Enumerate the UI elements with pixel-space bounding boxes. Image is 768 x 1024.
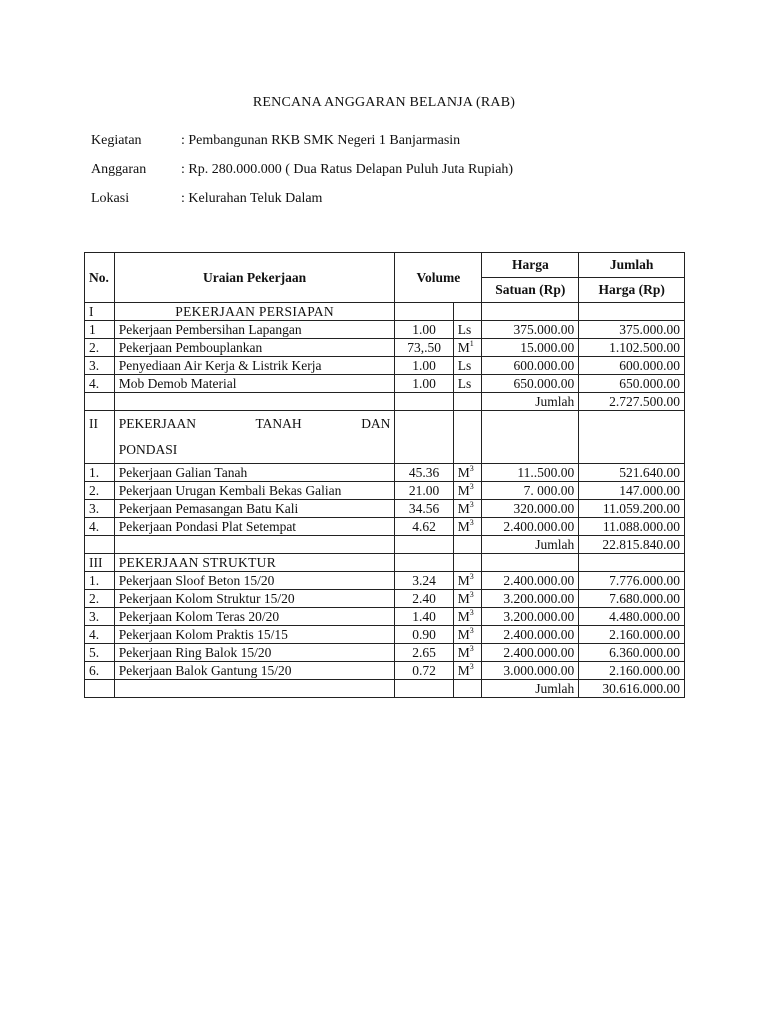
total-no-cell — [85, 393, 115, 411]
total-label: Jumlah — [482, 393, 579, 411]
section-title-word: DAN — [361, 416, 391, 431]
total-no-cell — [85, 680, 115, 698]
total-value: 2.727.500.00 — [579, 393, 685, 411]
item-volume: 1.00 — [395, 321, 453, 339]
section-row — [85, 554, 685, 572]
meta-row-anggaran — [91, 162, 513, 191]
item-jumlah-harga: 2.160.000.00 — [579, 626, 685, 644]
rab-table — [84, 252, 685, 698]
section-title-line — [119, 411, 391, 437]
item-number: 4. — [85, 375, 115, 393]
item-unit-text: M — [457, 626, 470, 642]
item-unit — [453, 590, 482, 608]
total-volume-cell — [395, 536, 453, 554]
header-no: No. — [85, 253, 115, 303]
item-unit — [453, 357, 482, 375]
item-unit-exponent: 3 — [469, 499, 474, 509]
item-unit-exponent: 1 — [469, 338, 474, 348]
item-number: 4. — [85, 518, 115, 536]
item-unit-text: M — [457, 518, 470, 534]
meta-label: Lokasi — [91, 191, 130, 206]
total-value: 30.616.000.00 — [579, 680, 685, 698]
item-unit — [453, 572, 482, 590]
table-row — [85, 500, 685, 518]
volume-cell — [395, 411, 453, 464]
harga-satuan-cell — [482, 411, 579, 464]
item-harga-satuan: 320.000.00 — [482, 500, 579, 518]
table-row — [85, 518, 685, 536]
item-harga-satuan: 650.000.00 — [482, 375, 579, 393]
item-unit-text: M — [457, 644, 470, 660]
item-description: Pekerjaan Ring Balok 15/20 — [114, 644, 395, 662]
item-volume: 2.65 — [395, 644, 453, 662]
item-number: 3. — [85, 357, 115, 375]
item-jumlah-harga: 147.000.00 — [579, 482, 685, 500]
item-unit-exponent: 3 — [469, 481, 474, 491]
item-unit — [453, 500, 482, 518]
item-unit — [453, 339, 482, 357]
meta-row-kegiatan — [91, 133, 513, 162]
section-number: III — [85, 554, 115, 572]
item-unit-exponent: 3 — [469, 517, 474, 527]
total-label: Jumlah — [482, 536, 579, 554]
item-jumlah-harga: 6.360.000.00 — [579, 644, 685, 662]
item-description: Pekerjaan Balok Gantung 15/20 — [114, 662, 395, 680]
harga-satuan-cell — [482, 554, 579, 572]
total-unit-cell — [453, 536, 482, 554]
item-jumlah-harga: 11.059.200.00 — [579, 500, 685, 518]
meta-value: : Kelurahan Teluk Dalam — [181, 191, 323, 206]
item-description: Pekerjaan Galian Tanah — [114, 464, 395, 482]
item-description: Mob Demob Material — [114, 375, 395, 393]
table-row — [85, 572, 685, 590]
item-volume: 1.00 — [395, 375, 453, 393]
item-unit-text: M — [457, 500, 470, 516]
item-description: Pekerjaan Pembersihan Lapangan — [114, 321, 395, 339]
total-row — [85, 680, 685, 698]
item-unit-text: M — [457, 608, 470, 624]
item-unit-exponent: 3 — [469, 643, 474, 653]
table-row — [85, 357, 685, 375]
header-jumlah-harga-line2: Harga (Rp) — [579, 278, 685, 303]
item-number: 2. — [85, 339, 115, 357]
document-title: RENCANA ANGGARAN BELANJA (RAB) — [252, 95, 516, 110]
item-description: Pekerjaan Kolom Teras 20/20 — [114, 608, 395, 626]
item-unit-exponent: 3 — [469, 463, 474, 473]
total-unit-cell — [453, 393, 482, 411]
total-desc-cell — [114, 680, 395, 698]
item-harga-satuan: 3.200.000.00 — [482, 590, 579, 608]
item-jumlah-harga: 600.000.00 — [579, 357, 685, 375]
section-number: I — [85, 303, 115, 321]
item-description: Pekerjaan Pemasangan Batu Kali — [114, 500, 395, 518]
item-harga-satuan: 2.400.000.00 — [482, 518, 579, 536]
section-row — [85, 303, 685, 321]
item-volume: 21.00 — [395, 482, 453, 500]
item-unit-text: M — [457, 482, 470, 498]
unit-cell — [453, 411, 482, 464]
item-harga-satuan: 375.000.00 — [482, 321, 579, 339]
header-jumlah-harga-line1: Jumlah — [579, 253, 685, 278]
item-unit-text: Ls — [457, 321, 472, 337]
total-value: 22.815.840.00 — [579, 536, 685, 554]
harga-satuan-cell — [482, 303, 579, 321]
volume-cell — [395, 554, 453, 572]
total-volume-cell — [395, 680, 453, 698]
item-unit — [453, 464, 482, 482]
item-harga-satuan: 3.000.000.00 — [482, 662, 579, 680]
item-number: 2. — [85, 482, 115, 500]
table-row — [85, 482, 685, 500]
item-jumlah-harga: 1.102.500.00 — [579, 339, 685, 357]
item-unit-text: Ls — [457, 375, 472, 391]
total-row — [85, 536, 685, 554]
table-row — [85, 375, 685, 393]
total-row — [85, 393, 685, 411]
item-number: 2. — [85, 590, 115, 608]
item-volume: 2.40 — [395, 590, 453, 608]
total-label: Jumlah — [482, 680, 579, 698]
total-unit-cell — [453, 680, 482, 698]
table-header — [85, 253, 685, 303]
item-description: Pekerjaan Kolom Praktis 15/15 — [114, 626, 395, 644]
meta-block — [91, 133, 513, 220]
volume-cell — [395, 303, 453, 321]
item-number: 1 — [85, 321, 115, 339]
item-unit-text: M — [457, 662, 470, 678]
item-description: Pekerjaan Pembouplankan — [114, 339, 395, 357]
section-number: II — [85, 411, 115, 464]
item-volume: 1.00 — [395, 357, 453, 375]
section-title-line: PONDASI — [118, 442, 178, 457]
item-number: 1. — [85, 572, 115, 590]
section-row — [85, 411, 685, 464]
item-volume: 3.24 — [395, 572, 453, 590]
item-description: Pekerjaan Urugan Kembali Bekas Galian — [114, 482, 395, 500]
item-volume: 34.56 — [395, 500, 453, 518]
item-number: 3. — [85, 500, 115, 518]
item-volume: 73,.50 — [395, 339, 453, 357]
item-unit-text: M — [457, 339, 470, 355]
item-unit-text: M — [457, 464, 470, 480]
item-unit-exponent: 3 — [469, 625, 474, 635]
section-title — [114, 411, 395, 464]
item-harga-satuan: 3.200.000.00 — [482, 608, 579, 626]
header-volume: Volume — [395, 253, 482, 303]
item-description: Pekerjaan Sloof Beton 15/20 — [114, 572, 395, 590]
item-number: 6. — [85, 662, 115, 680]
total-no-cell — [85, 536, 115, 554]
jumlah-harga-cell — [579, 411, 685, 464]
item-harga-satuan: 2.400.000.00 — [482, 572, 579, 590]
meta-value: : Pembangunan RKB SMK Negeri 1 Banjarmasin — [181, 133, 461, 148]
item-jumlah-harga: 7.776.000.00 — [579, 572, 685, 590]
meta-label: Kegiatan — [91, 133, 142, 148]
header-harga-satuan-line1: Harga — [482, 253, 579, 278]
table-row — [85, 608, 685, 626]
item-number: 4. — [85, 626, 115, 644]
item-number: 1. — [85, 464, 115, 482]
item-unit-exponent: 3 — [469, 661, 474, 671]
item-number: 3. — [85, 608, 115, 626]
item-volume: 4.62 — [395, 518, 453, 536]
meta-value: : Rp. 280.000.000 ( Dua Ratus Delapan Puluh Juta Rupiah) — [181, 162, 514, 177]
item-unit-text: Ls — [457, 357, 472, 373]
table-row — [85, 662, 685, 680]
item-unit — [453, 626, 482, 644]
table-row — [85, 321, 685, 339]
table-row — [85, 626, 685, 644]
meta-label: Anggaran — [91, 162, 147, 177]
header-uraian: Uraian Pekerjaan — [114, 253, 395, 303]
item-harga-satuan: 2.400.000.00 — [482, 626, 579, 644]
item-volume: 1.40 — [395, 608, 453, 626]
total-desc-cell — [114, 536, 395, 554]
item-unit — [453, 644, 482, 662]
section-title-word: TANAH — [255, 416, 302, 431]
meta-row-lokasi — [91, 191, 513, 220]
item-jumlah-harga: 4.480.000.00 — [579, 608, 685, 626]
item-number: 5. — [85, 644, 115, 662]
item-unit — [453, 321, 482, 339]
item-harga-satuan: 600.000.00 — [482, 357, 579, 375]
item-unit-exponent: 3 — [469, 589, 474, 599]
section-title: PEKERJAAN STRUKTUR — [114, 554, 395, 572]
item-unit-exponent: 3 — [469, 607, 474, 617]
item-jumlah-harga: 11.088.000.00 — [579, 518, 685, 536]
table-row — [85, 590, 685, 608]
table-body — [85, 303, 685, 698]
jumlah-harga-cell — [579, 554, 685, 572]
table-row — [85, 464, 685, 482]
jumlah-harga-cell — [579, 303, 685, 321]
unit-cell — [453, 303, 482, 321]
section-title-word: PEKERJAAN — [118, 416, 196, 431]
item-unit-text: M — [457, 572, 470, 588]
unit-cell — [453, 554, 482, 572]
item-unit — [453, 662, 482, 680]
item-unit-exponent: 3 — [469, 571, 474, 581]
item-description: Pekerjaan Pondasi Plat Setempat — [114, 518, 395, 536]
table-row — [85, 339, 685, 357]
item-description: Pekerjaan Kolom Struktur 15/20 — [114, 590, 395, 608]
item-unit — [453, 482, 482, 500]
item-volume: 0.72 — [395, 662, 453, 680]
item-harga-satuan: 15.000.00 — [482, 339, 579, 357]
item-jumlah-harga: 650.000.00 — [579, 375, 685, 393]
item-jumlah-harga: 2.160.000.00 — [579, 662, 685, 680]
item-unit-text: M — [457, 590, 470, 606]
item-jumlah-harga: 521.640.00 — [579, 464, 685, 482]
item-description: Penyediaan Air Kerja & Listrik Kerja — [114, 357, 395, 375]
item-unit — [453, 608, 482, 626]
section-title: PEKERJAAN PERSIAPAN — [114, 303, 395, 321]
total-desc-cell — [114, 393, 395, 411]
item-jumlah-harga: 7.680.000.00 — [579, 590, 685, 608]
item-volume: 45.36 — [395, 464, 453, 482]
item-harga-satuan: 7. 000.00 — [482, 482, 579, 500]
item-harga-satuan: 11..500.00 — [482, 464, 579, 482]
item-volume: 0.90 — [395, 626, 453, 644]
total-volume-cell — [395, 393, 453, 411]
item-harga-satuan: 2.400.000.00 — [482, 644, 579, 662]
item-unit — [453, 375, 482, 393]
table-row — [85, 644, 685, 662]
header-harga-satuan-line2: Satuan (Rp) — [482, 278, 579, 303]
item-jumlah-harga: 375.000.00 — [579, 321, 685, 339]
item-unit — [453, 518, 482, 536]
